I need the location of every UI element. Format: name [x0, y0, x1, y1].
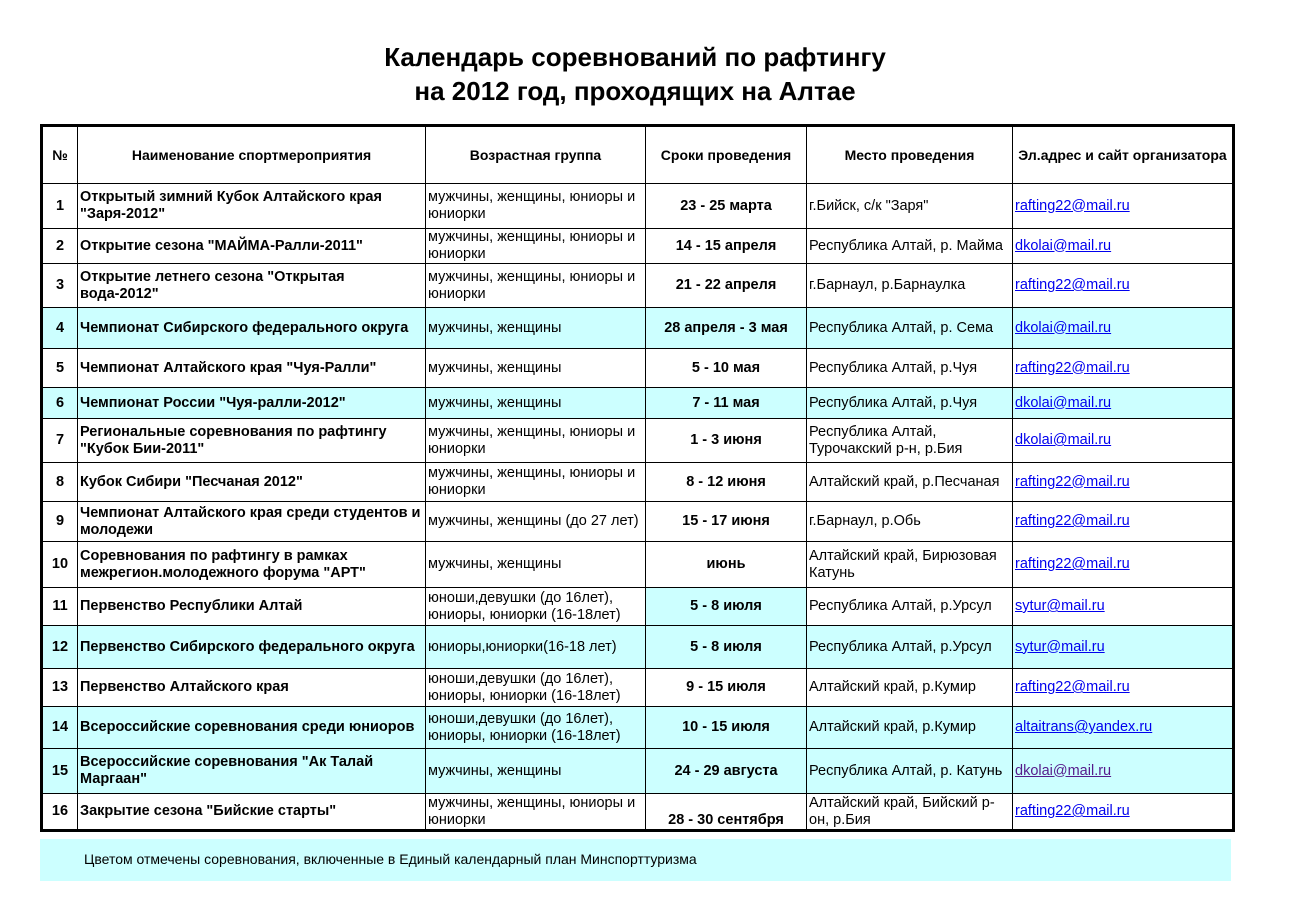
event-name: Первенство Республики Алтай	[78, 588, 426, 626]
table-row	[42, 229, 1234, 264]
table-row	[42, 308, 1234, 349]
event-dates: 28 - 30 сентября	[646, 794, 807, 831]
event-name: Соревнования по рафтингу в рамках межрегион.молодежного форума "АРТ"	[78, 542, 426, 588]
table-row	[42, 463, 1234, 502]
row-num: 15	[42, 749, 78, 794]
email-link[interactable]: dkolai@mail.ru	[1015, 237, 1112, 254]
row-num: 7	[42, 419, 78, 463]
event-dates: 5 - 8 июля	[646, 626, 807, 669]
age-group: мужчины, женщины	[426, 349, 646, 388]
age-group: мужчины, женщины (до 27 лет)	[426, 502, 646, 542]
email-link[interactable]: rafting22@mail.ru	[1015, 277, 1130, 293]
table-row	[42, 588, 1234, 626]
organizer-contact	[1013, 308, 1234, 349]
event-name: Региональные соревнования по рафтингу "Кубок Бии-2011"	[78, 419, 426, 463]
email-link[interactable]: sytur@mail.ru	[1015, 598, 1105, 614]
event-name: Открытый зимний Кубок Алтайского края "Заря-2012"	[78, 184, 426, 229]
age-group: мужчины, женщины, юниоры и юниорки	[426, 184, 646, 229]
age-group: мужчины, женщины	[426, 542, 646, 588]
event-place: Алтайский край, р.Кумир	[807, 669, 1013, 707]
age-group: юноши,девушки (до 16лет), юниоры, юниорки (16-18лет)	[426, 669, 646, 707]
row-num: 1	[42, 184, 78, 229]
event-place: Республика Алтай, р.Урсул	[807, 626, 1013, 669]
table-row	[42, 419, 1234, 463]
email-link[interactable]: dkolai@mail.ru	[1015, 432, 1112, 448]
event-dates: 1 - 3 июня	[646, 419, 807, 463]
event-place: Республика Алтай, р.Урсул	[807, 588, 1013, 626]
email-link[interactable]: rafting22@mail.ru	[1015, 803, 1130, 819]
age-group: мужчины, женщины, юниоры и юниорки	[426, 264, 646, 308]
event-place: г.Барнаул, р.Барнаулка	[807, 264, 1013, 308]
event-place: Республика Алтай, р. Катунь	[807, 749, 1013, 794]
row-num: 16	[42, 794, 78, 831]
event-place: г.Барнаул, р.Обь	[807, 502, 1013, 542]
age-group: юноши,девушки (до 16лет), юниоры, юниорки (16-18лет)	[426, 707, 646, 749]
event-dates: 9 - 15 июля	[646, 669, 807, 707]
event-name: Чемпионат Сибирского федерального округа	[78, 308, 426, 349]
row-num: 9	[42, 502, 78, 542]
title-line-2: на 2012 год, проходящих на Алтае	[414, 76, 856, 106]
email-link[interactable]: dkolai@mail.ru	[1015, 394, 1112, 411]
event-name: Всероссийские соревнования "Ак Талай Маргаан"	[78, 749, 426, 794]
legend-note	[40, 839, 1231, 881]
event-dates: 23 - 25 марта	[646, 184, 807, 229]
age-group: мужчины, женщины, юниоры и юниорки	[426, 794, 646, 831]
organizer-contact	[1013, 626, 1234, 669]
header-dates: Сроки проведения	[646, 126, 807, 184]
row-num: 5	[42, 349, 78, 388]
event-dates: 5 - 10 мая	[646, 349, 807, 388]
table-row	[42, 542, 1234, 588]
organizer-contact	[1013, 349, 1234, 388]
row-num: 13	[42, 669, 78, 707]
email-link[interactable]: rafting22@mail.ru	[1015, 679, 1130, 695]
event-place: Алтайский край, Бирюзовая Катунь	[807, 542, 1013, 588]
header-num: №	[42, 126, 78, 184]
event-dates: 28 апреля - 3 мая	[646, 308, 807, 349]
event-place: Алтайский край, р.Песчаная	[807, 463, 1013, 502]
header-contact: Эл.адрес и сайт организатора	[1013, 126, 1234, 184]
table-row	[42, 707, 1234, 749]
event-dates: 7 - 11 мая	[646, 388, 807, 419]
title-line-1: Календарь соревнований по рафтингу	[384, 42, 886, 72]
age-group: юниоры,юниорки(16-18 лет)	[426, 626, 646, 669]
competition-table	[40, 124, 1235, 832]
event-name: Первенство Алтайского края	[78, 669, 426, 707]
page-title	[0, 40, 1270, 108]
table-row	[42, 184, 1234, 229]
event-place: Республика Алтай, р.Чуя	[807, 388, 1013, 419]
table-row	[42, 626, 1234, 669]
organizer-contact	[1013, 749, 1234, 794]
organizer-contact	[1013, 502, 1234, 542]
event-name: Чемпионат России "Чуя-ралли-2012"	[78, 388, 426, 419]
age-group: мужчины, женщины, юниоры и юниорки	[426, 229, 646, 264]
row-num: 3	[42, 264, 78, 308]
row-num: 11	[42, 588, 78, 626]
event-place: г.Бийск, с/к "Заря"	[807, 184, 1013, 229]
row-num: 8	[42, 463, 78, 502]
age-group: мужчины, женщины	[426, 308, 646, 349]
row-num: 12	[42, 626, 78, 669]
row-num: 6	[42, 388, 78, 419]
organizer-contact	[1013, 463, 1234, 502]
email-link[interactable]: rafting22@mail.ru	[1015, 556, 1130, 572]
age-group: мужчины, женщины, юниоры и юниорки	[426, 463, 646, 502]
row-num: 14	[42, 707, 78, 749]
event-place: Республика Алтай, р. Майма	[807, 229, 1013, 264]
event-name: Открытие летнего сезона "Открытая вода-2012"	[78, 264, 426, 308]
event-dates: 15 - 17 июня	[646, 502, 807, 542]
organizer-contact	[1013, 264, 1234, 308]
email-link[interactable]: rafting22@mail.ru	[1015, 513, 1130, 529]
table-row	[42, 794, 1234, 831]
organizer-contact	[1013, 542, 1234, 588]
event-dates: 8 - 12 июня	[646, 463, 807, 502]
event-name: Закрытие сезона "Бийские старты"	[78, 794, 426, 831]
age-group: мужчины, женщины	[426, 388, 646, 419]
event-dates: 5 - 8 июля	[646, 588, 807, 626]
email-link[interactable]: rafting22@mail.ru	[1015, 359, 1130, 376]
organizer-contact	[1013, 184, 1234, 229]
organizer-contact	[1013, 707, 1234, 749]
email-link[interactable]: rafting22@mail.ru	[1015, 197, 1130, 214]
row-num: 2	[42, 229, 78, 264]
organizer-contact	[1013, 388, 1234, 419]
event-name: Открытие сезона "МАЙМА-Ралли-2011"	[78, 229, 426, 264]
header-place: Место проведения	[807, 126, 1013, 184]
event-name: Первенство Сибирского федерального округа	[78, 626, 426, 669]
email-link[interactable]: sytur@mail.ru	[1015, 638, 1105, 655]
table-row	[42, 502, 1234, 542]
legend-note-text: Цветом отмечены соревнования, включенные в Единый календарный план Минспорттуризма	[84, 851, 697, 867]
header-row	[42, 126, 1234, 184]
table-row	[42, 669, 1234, 707]
event-dates: 14 - 15 апреля	[646, 229, 807, 264]
header-age: Возрастная группа	[426, 126, 646, 184]
event-dates: 21 - 22 апреля	[646, 264, 807, 308]
header-name: Наименование спортмероприятия	[78, 126, 426, 184]
event-dates: 24 - 29 августа	[646, 749, 807, 794]
event-name: Кубок Сибири "Песчаная 2012"	[78, 463, 426, 502]
organizer-contact	[1013, 229, 1234, 264]
email-link[interactable]: altaitrans@yandex.ru	[1015, 719, 1153, 735]
age-group: юноши,девушки (до 16лет), юниоры, юниорки (16-18лет)	[426, 588, 646, 626]
table-row	[42, 349, 1234, 388]
row-num: 10	[42, 542, 78, 588]
age-group: мужчины, женщины, юниоры и юниорки	[426, 419, 646, 463]
table-row	[42, 388, 1234, 419]
table-row	[42, 264, 1234, 308]
table-row	[42, 749, 1234, 794]
event-place: Республика Алтай, р. Сема	[807, 308, 1013, 349]
event-dates: июнь	[646, 542, 807, 588]
organizer-contact	[1013, 669, 1234, 707]
event-name: Чемпионат Алтайского края "Чуя-Ралли"	[78, 349, 426, 388]
email-link[interactable]: dkolai@mail.ru	[1015, 762, 1112, 779]
event-name: Всероссийские соревнования среди юниоров	[78, 707, 426, 749]
event-name: Чемпионат Алтайского края среди студентов и молодежи	[78, 502, 426, 542]
organizer-contact	[1013, 419, 1234, 463]
event-place: Алтайский край, р.Кумир	[807, 707, 1013, 749]
row-num: 4	[42, 308, 78, 349]
event-place: Республика Алтай, р.Чуя	[807, 349, 1013, 388]
email-link[interactable]: dkolai@mail.ru	[1015, 319, 1112, 336]
organizer-contact	[1013, 794, 1234, 831]
organizer-contact	[1013, 588, 1234, 626]
event-dates: 10 - 15 июля	[646, 707, 807, 749]
event-place: Республика Алтай, Турочакский р-н, р.Бия	[807, 419, 1013, 463]
event-place: Алтайский край, Бийский р-он, р.Бия	[807, 794, 1013, 831]
email-link[interactable]: rafting22@mail.ru	[1015, 473, 1130, 490]
age-group: мужчины, женщины	[426, 749, 646, 794]
